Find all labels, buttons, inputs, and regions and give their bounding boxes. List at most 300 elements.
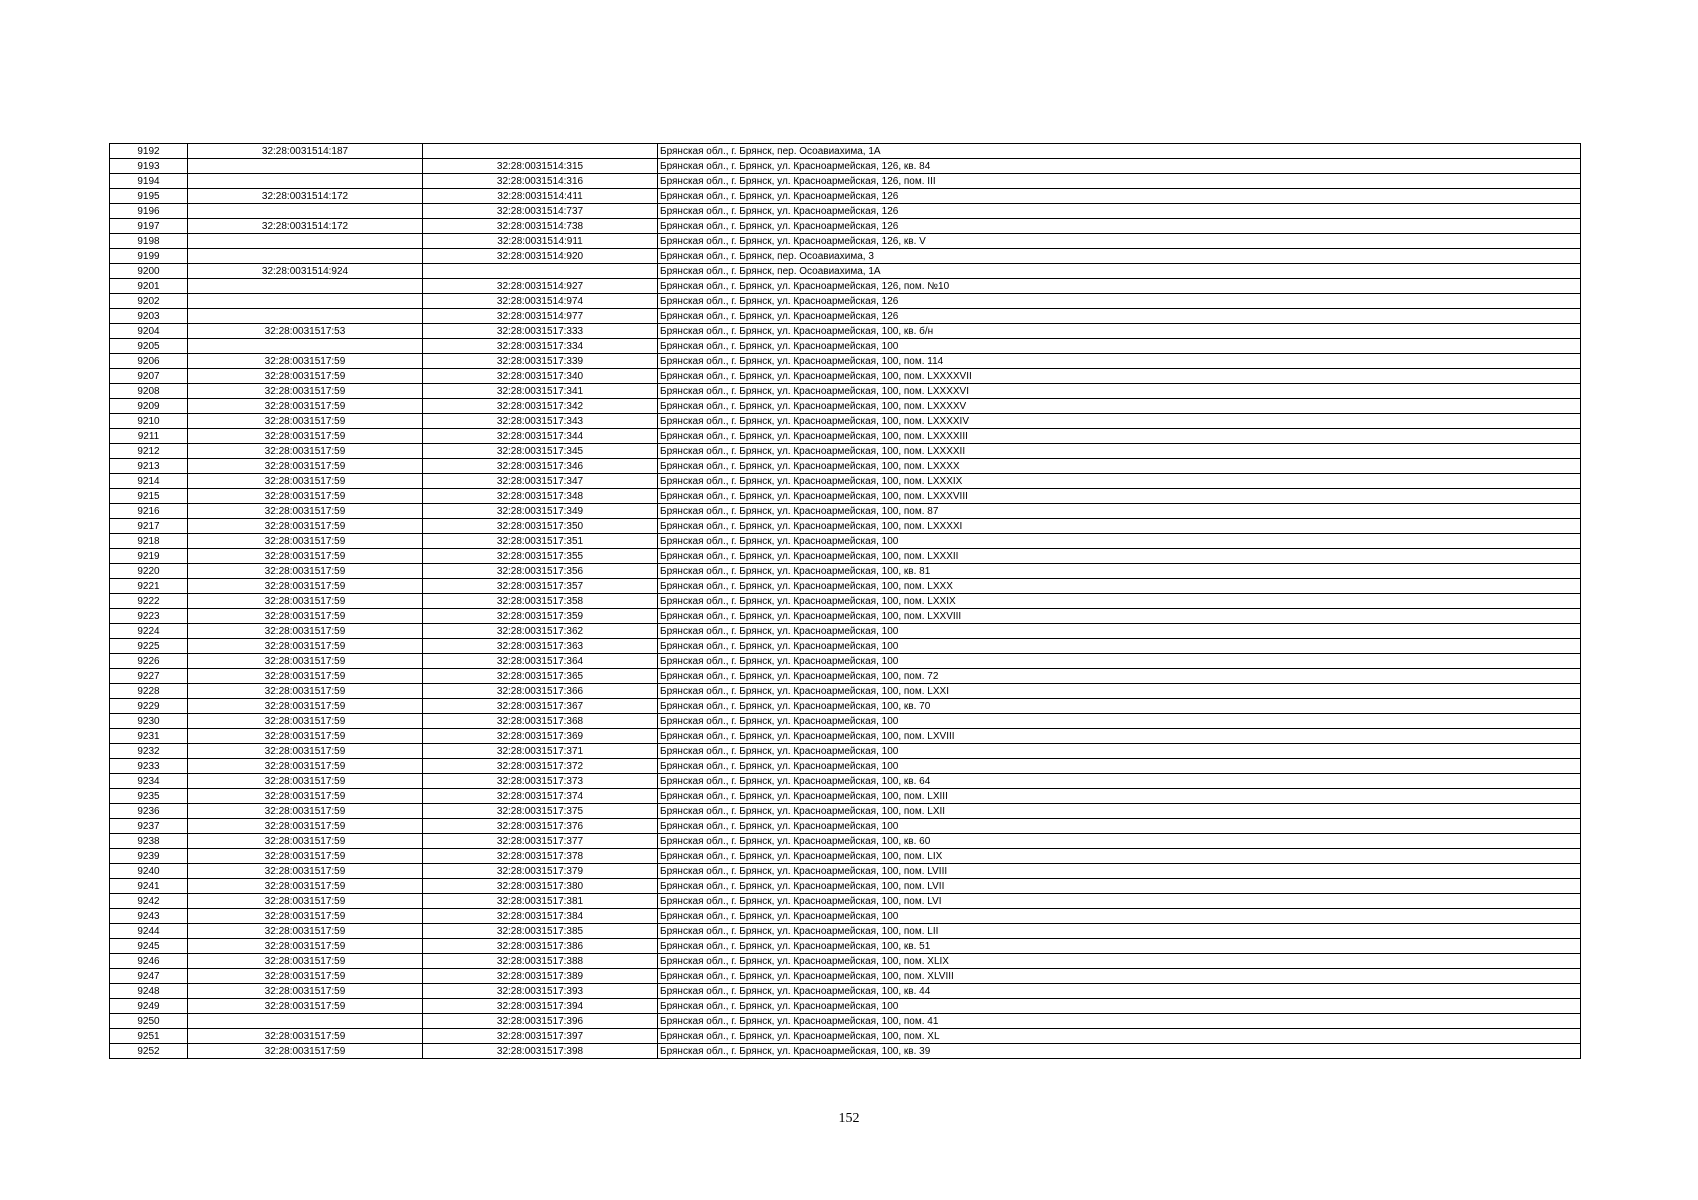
building-number-cell: 32:28:0031517:397 xyxy=(423,1029,658,1044)
row-number-cell: 9203 xyxy=(110,309,188,324)
building-number-cell: 32:28:0031517:349 xyxy=(423,504,658,519)
land-plot-number-cell xyxy=(188,204,423,219)
building-number-cell: 32:28:0031517:377 xyxy=(423,834,658,849)
land-plot-number-cell: 32:28:0031517:59 xyxy=(188,624,423,639)
table-row xyxy=(110,759,1581,774)
row-number-cell: 9200 xyxy=(110,264,188,279)
row-number-cell: 9202 xyxy=(110,294,188,309)
land-plot-number-cell: 32:28:0031517:59 xyxy=(188,534,423,549)
land-plot-number-cell: 32:28:0031517:59 xyxy=(188,894,423,909)
row-number-cell: 9218 xyxy=(110,534,188,549)
table-row xyxy=(110,339,1581,354)
land-plot-number-cell: 32:28:0031517:59 xyxy=(188,414,423,429)
land-plot-number-cell: 32:28:0031517:59 xyxy=(188,639,423,654)
land-plot-number-cell: 32:28:0031517:59 xyxy=(188,669,423,684)
table-row xyxy=(110,384,1581,399)
land-plot-number-cell: 32:28:0031517:59 xyxy=(188,474,423,489)
row-number-cell: 9243 xyxy=(110,909,188,924)
address-cell: Брянская обл., г. Брянск, ул. Красноармейская, 126, кв. V xyxy=(658,234,1581,249)
row-number-cell: 9238 xyxy=(110,834,188,849)
land-plot-number-cell: 32:28:0031517:59 xyxy=(188,789,423,804)
row-number-cell: 9217 xyxy=(110,519,188,534)
table-row xyxy=(110,399,1581,414)
row-number-cell: 9234 xyxy=(110,774,188,789)
land-plot-number-cell: 32:28:0031517:59 xyxy=(188,549,423,564)
building-number-cell: 32:28:0031517:389 xyxy=(423,969,658,984)
table-row xyxy=(110,219,1581,234)
row-number-cell: 9249 xyxy=(110,999,188,1014)
land-plot-number-cell: 32:28:0031517:59 xyxy=(188,849,423,864)
address-cell: Брянская обл., г. Брянск, ул. Красноармейская, 100, пом. LXXXX xyxy=(658,459,1581,474)
address-cell: Брянская обл., г. Брянск, ул. Красноармейская, 100, пом. LXXXXIV xyxy=(658,414,1581,429)
table-row xyxy=(110,564,1581,579)
row-number-cell: 9252 xyxy=(110,1044,188,1059)
address-cell: Брянская обл., г. Брянск, ул. Красноармейская, 100, кв. 81 xyxy=(658,564,1581,579)
address-cell: Брянская обл., г. Брянск, ул. Красноармейская, 100 xyxy=(658,759,1581,774)
building-number-cell: 32:28:0031517:385 xyxy=(423,924,658,939)
table-row xyxy=(110,369,1581,384)
land-plot-number-cell: 32:28:0031517:59 xyxy=(188,999,423,1014)
building-number-cell: 32:28:0031514:411 xyxy=(423,189,658,204)
row-number-cell: 9245 xyxy=(110,939,188,954)
building-number-cell: 32:28:0031517:366 xyxy=(423,684,658,699)
table-row xyxy=(110,249,1581,264)
row-number-cell: 9250 xyxy=(110,1014,188,1029)
address-cell: Брянская обл., г. Брянск, ул. Красноармейская, 100, кв. 51 xyxy=(658,939,1581,954)
land-plot-number-cell: 32:28:0031517:59 xyxy=(188,504,423,519)
building-number-cell: 32:28:0031517:363 xyxy=(423,639,658,654)
table-row xyxy=(110,144,1581,159)
row-number-cell: 9241 xyxy=(110,879,188,894)
row-number-cell: 9201 xyxy=(110,279,188,294)
land-plot-number-cell: 32:28:0031514:172 xyxy=(188,219,423,234)
table-row xyxy=(110,594,1581,609)
land-plot-number-cell: 32:28:0031517:59 xyxy=(188,939,423,954)
table-row xyxy=(110,459,1581,474)
table-row xyxy=(110,549,1581,564)
table-row xyxy=(110,894,1581,909)
row-number-cell: 9235 xyxy=(110,789,188,804)
address-cell: Брянская обл., г. Брянск, ул. Красноармейская, 100, кв. 70 xyxy=(658,699,1581,714)
row-number-cell: 9246 xyxy=(110,954,188,969)
building-number-cell: 32:28:0031517:374 xyxy=(423,789,658,804)
address-cell: Брянская обл., г. Брянск, ул. Красноармейская, 100, пом. 41 xyxy=(658,1014,1581,1029)
land-plot-number-cell: 32:28:0031517:59 xyxy=(188,384,423,399)
table-row xyxy=(110,864,1581,879)
land-plot-number-cell: 32:28:0031517:59 xyxy=(188,564,423,579)
row-number-cell: 9240 xyxy=(110,864,188,879)
land-plot-number-cell xyxy=(188,294,423,309)
table-row xyxy=(110,654,1581,669)
table-row xyxy=(110,1029,1581,1044)
building-number-cell: 32:28:0031517:388 xyxy=(423,954,658,969)
address-cell: Брянская обл., г. Брянск, ул. Красноармейская, 100, пом. LXXXXII xyxy=(658,444,1581,459)
address-cell: Брянская обл., г. Брянск, ул. Красноармейская, 126 xyxy=(658,294,1581,309)
address-cell: Брянская обл., г. Брянск, ул. Красноармейская, 100, пом. 114 xyxy=(658,354,1581,369)
row-number-cell: 9214 xyxy=(110,474,188,489)
table-row xyxy=(110,234,1581,249)
table-row xyxy=(110,504,1581,519)
address-cell: Брянская обл., г. Брянск, ул. Красноармейская, 100, пом. XL xyxy=(658,1029,1581,1044)
row-number-cell: 9233 xyxy=(110,759,188,774)
row-number-cell: 9208 xyxy=(110,384,188,399)
address-cell: Брянская обл., г. Брянск, ул. Красноармейская, 100, пом. LXXXIX xyxy=(658,474,1581,489)
address-cell: Брянская обл., г. Брянск, ул. Красноармейская, 126 xyxy=(658,204,1581,219)
table-row xyxy=(110,969,1581,984)
table-row xyxy=(110,684,1581,699)
row-number-cell: 9206 xyxy=(110,354,188,369)
building-number-cell: 32:28:0031517:365 xyxy=(423,669,658,684)
row-number-cell: 9244 xyxy=(110,924,188,939)
land-plot-number-cell: 32:28:0031517:59 xyxy=(188,879,423,894)
address-cell: Брянская обл., г. Брянск, ул. Красноармейская, 100, пом. LXII xyxy=(658,804,1581,819)
address-cell: Брянская обл., г. Брянск, ул. Красноармейская, 100, пом. XLVIII xyxy=(658,969,1581,984)
table-row xyxy=(110,789,1581,804)
table-row xyxy=(110,924,1581,939)
table-row xyxy=(110,414,1581,429)
land-plot-number-cell: 32:28:0031517:59 xyxy=(188,744,423,759)
address-cell: Брянская обл., г. Брянск, ул. Красноармейская, 100, пом. LXIII xyxy=(658,789,1581,804)
building-number-cell: 32:28:0031517:375 xyxy=(423,804,658,819)
address-cell: Брянская обл., г. Брянск, пер. Осоавиахима, 3 xyxy=(658,249,1581,264)
table-row xyxy=(110,879,1581,894)
land-plot-number-cell: 32:28:0031517:59 xyxy=(188,774,423,789)
land-plot-number-cell: 32:28:0031517:59 xyxy=(188,684,423,699)
row-number-cell: 9224 xyxy=(110,624,188,639)
table-row xyxy=(110,939,1581,954)
address-cell: Брянская обл., г. Брянск, ул. Красноармейская, 100, пом. LXXXXVII xyxy=(658,369,1581,384)
address-cell: Брянская обл., г. Брянск, ул. Красноармейская, 100, пом. LXXXXVI xyxy=(658,384,1581,399)
address-cell: Брянская обл., г. Брянск, ул. Красноармейская, 100 xyxy=(658,339,1581,354)
building-number-cell: 32:28:0031517:372 xyxy=(423,759,658,774)
address-cell: Брянская обл., г. Брянск, ул. Красноармейская, 100, пом. LXXXII xyxy=(658,549,1581,564)
building-number-cell: 32:28:0031517:347 xyxy=(423,474,658,489)
building-number-cell: 32:28:0031514:316 xyxy=(423,174,658,189)
table-row xyxy=(110,534,1581,549)
address-cell: Брянская обл., г. Брянск, ул. Красноармейская, 100, пом. LVI xyxy=(658,894,1581,909)
address-cell: Брянская обл., г. Брянск, ул. Красноармейская, 100, пом. 87 xyxy=(658,504,1581,519)
table-row xyxy=(110,999,1581,1014)
row-number-cell: 9226 xyxy=(110,654,188,669)
table-row xyxy=(110,729,1581,744)
table-row xyxy=(110,669,1581,684)
building-number-cell: 32:28:0031517:379 xyxy=(423,864,658,879)
row-number-cell: 9193 xyxy=(110,159,188,174)
address-cell: Брянская обл., г. Брянск, пер. Осоавиахима, 1А xyxy=(658,264,1581,279)
building-number-cell: 32:28:0031514:927 xyxy=(423,279,658,294)
building-number-cell: 32:28:0031517:378 xyxy=(423,849,658,864)
table-row xyxy=(110,1044,1581,1059)
land-plot-number-cell: 32:28:0031517:59 xyxy=(188,954,423,969)
building-number-cell xyxy=(423,264,658,279)
land-plot-number-cell: 32:28:0031517:59 xyxy=(188,804,423,819)
address-cell: Брянская обл., г. Брянск, ул. Красноармейская, 100 xyxy=(658,744,1581,759)
row-number-cell: 9195 xyxy=(110,189,188,204)
building-number-cell: 32:28:0031517:334 xyxy=(423,339,658,354)
building-number-cell: 32:28:0031514:911 xyxy=(423,234,658,249)
land-plot-number-cell: 32:28:0031517:59 xyxy=(188,759,423,774)
building-number-cell: 32:28:0031517:386 xyxy=(423,939,658,954)
row-number-cell: 9221 xyxy=(110,579,188,594)
building-number-cell: 32:28:0031514:315 xyxy=(423,159,658,174)
row-number-cell: 9223 xyxy=(110,609,188,624)
address-cell: Брянская обл., г. Брянск, ул. Красноармейская, 126, пом. III xyxy=(658,174,1581,189)
row-number-cell: 9192 xyxy=(110,144,188,159)
land-plot-number-cell: 32:28:0031517:59 xyxy=(188,579,423,594)
row-number-cell: 9232 xyxy=(110,744,188,759)
address-cell: Брянская обл., г. Брянск, ул. Красноармейская, 100, пом. LXXXXI xyxy=(658,519,1581,534)
table-row xyxy=(110,354,1581,369)
row-number-cell: 9196 xyxy=(110,204,188,219)
address-cell: Брянская обл., г. Брянск, ул. Красноармейская, 100 xyxy=(658,654,1581,669)
address-cell: Брянская обл., г. Брянск, ул. Красноармейская, 100, кв. 60 xyxy=(658,834,1581,849)
land-plot-number-cell: 32:28:0031517:59 xyxy=(188,699,423,714)
table-row xyxy=(110,189,1581,204)
land-plot-number-cell xyxy=(188,279,423,294)
row-number-cell: 9198 xyxy=(110,234,188,249)
address-cell: Брянская обл., г. Брянск, ул. Красноармейская, 100, кв. 64 xyxy=(658,774,1581,789)
table-row xyxy=(110,489,1581,504)
building-number-cell: 32:28:0031517:362 xyxy=(423,624,658,639)
address-cell: Брянская обл., г. Брянск, ул. Красноармейская, 100, кв. 39 xyxy=(658,1044,1581,1059)
building-number-cell: 32:28:0031517:358 xyxy=(423,594,658,609)
row-number-cell: 9219 xyxy=(110,549,188,564)
building-number-cell: 32:28:0031517:351 xyxy=(423,534,658,549)
land-plot-number-cell: 32:28:0031517:59 xyxy=(188,654,423,669)
building-number-cell: 32:28:0031517:343 xyxy=(423,414,658,429)
address-cell: Брянская обл., г. Брянск, ул. Красноармейская, 100, пом. LXXVIII xyxy=(658,609,1581,624)
land-plot-number-cell: 32:28:0031517:59 xyxy=(188,864,423,879)
table-row xyxy=(110,294,1581,309)
land-plot-number-cell: 32:28:0031517:59 xyxy=(188,819,423,834)
address-cell: Брянская обл., г. Брянск, ул. Красноармейская, 100, пом. LVIII xyxy=(658,864,1581,879)
land-plot-number-cell: 32:28:0031517:59 xyxy=(188,909,423,924)
table-row xyxy=(110,984,1581,999)
address-cell: Брянская обл., г. Брянск, ул. Красноармейская, 126, пом. №10 xyxy=(658,279,1581,294)
row-number-cell: 9222 xyxy=(110,594,188,609)
row-number-cell: 9194 xyxy=(110,174,188,189)
building-number-cell: 32:28:0031517:345 xyxy=(423,444,658,459)
land-plot-number-cell: 32:28:0031517:59 xyxy=(188,354,423,369)
table-row xyxy=(110,279,1581,294)
table-row xyxy=(110,699,1581,714)
land-plot-number-cell xyxy=(188,234,423,249)
table-row xyxy=(110,849,1581,864)
land-plot-number-cell: 32:28:0031517:59 xyxy=(188,429,423,444)
land-plot-number-cell xyxy=(188,159,423,174)
table-row xyxy=(110,444,1581,459)
table-row xyxy=(110,309,1581,324)
row-number-cell: 9229 xyxy=(110,699,188,714)
address-cell: Брянская обл., г. Брянск, пер. Осоавиахима, 1А xyxy=(658,144,1581,159)
row-number-cell: 9247 xyxy=(110,969,188,984)
land-plot-number-cell: 32:28:0031517:59 xyxy=(188,834,423,849)
row-number-cell: 9231 xyxy=(110,729,188,744)
building-number-cell: 32:28:0031517:398 xyxy=(423,1044,658,1059)
row-number-cell: 9242 xyxy=(110,894,188,909)
address-cell: Брянская обл., г. Брянск, ул. Красноармейская, 100, пом. LIX xyxy=(658,849,1581,864)
table-row xyxy=(110,624,1581,639)
land-plot-number-cell: 32:28:0031514:172 xyxy=(188,189,423,204)
table-row xyxy=(110,744,1581,759)
building-number-cell: 32:28:0031517:341 xyxy=(423,384,658,399)
row-number-cell: 9248 xyxy=(110,984,188,999)
building-number-cell: 32:28:0031517:348 xyxy=(423,489,658,504)
cadastral-table xyxy=(109,143,1581,1059)
row-number-cell: 9212 xyxy=(110,444,188,459)
table-row xyxy=(110,714,1581,729)
address-cell: Брянская обл., г. Брянск, ул. Красноармейская, 100 xyxy=(658,909,1581,924)
table-row xyxy=(110,519,1581,534)
land-plot-number-cell: 32:28:0031517:59 xyxy=(188,519,423,534)
address-cell: Брянская обл., г. Брянск, ул. Красноармейская, 100, пом. LXXI xyxy=(658,684,1581,699)
building-number-cell: 32:28:0031517:356 xyxy=(423,564,658,579)
land-plot-number-cell: 32:28:0031514:187 xyxy=(188,144,423,159)
building-number-cell: 32:28:0031517:384 xyxy=(423,909,658,924)
building-number-cell: 32:28:0031517:344 xyxy=(423,429,658,444)
building-number-cell: 32:28:0031517:371 xyxy=(423,744,658,759)
table-row xyxy=(110,954,1581,969)
table-row xyxy=(110,834,1581,849)
land-plot-number-cell: 32:28:0031517:59 xyxy=(188,444,423,459)
building-number-cell: 32:28:0031517:393 xyxy=(423,984,658,999)
land-plot-number-cell: 32:28:0031517:59 xyxy=(188,594,423,609)
land-plot-number-cell: 32:28:0031517:59 xyxy=(188,729,423,744)
table-row xyxy=(110,159,1581,174)
land-plot-number-cell: 32:28:0031517:59 xyxy=(188,399,423,414)
building-number-cell: 32:28:0031517:339 xyxy=(423,354,658,369)
row-number-cell: 9251 xyxy=(110,1029,188,1044)
land-plot-number-cell: 32:28:0031517:59 xyxy=(188,489,423,504)
address-cell: Брянская обл., г. Брянск, ул. Красноармейская, 100, пом. LXXXVIII xyxy=(658,489,1581,504)
address-cell: Брянская обл., г. Брянск, ул. Красноармейская, 100, пом. LXVIII xyxy=(658,729,1581,744)
address-cell: Брянская обл., г. Брянск, ул. Красноармейская, 100, пом. 72 xyxy=(658,669,1581,684)
row-number-cell: 9215 xyxy=(110,489,188,504)
land-plot-number-cell: 32:28:0031514:924 xyxy=(188,264,423,279)
building-number-cell xyxy=(423,144,658,159)
land-plot-number-cell: 32:28:0031517:59 xyxy=(188,924,423,939)
building-number-cell: 32:28:0031517:369 xyxy=(423,729,658,744)
land-plot-number-cell xyxy=(188,339,423,354)
row-number-cell: 9199 xyxy=(110,249,188,264)
address-cell: Брянская обл., г. Брянск, ул. Красноармейская, 100, пом. LVII xyxy=(658,879,1581,894)
address-cell: Брянская обл., г. Брянск, ул. Красноармейская, 100, пом. LXXX xyxy=(658,579,1581,594)
table-row xyxy=(110,264,1581,279)
land-plot-number-cell: 32:28:0031517:59 xyxy=(188,1029,423,1044)
row-number-cell: 9236 xyxy=(110,804,188,819)
table-row xyxy=(110,579,1581,594)
land-plot-number-cell xyxy=(188,249,423,264)
building-number-cell: 32:28:0031514:738 xyxy=(423,219,658,234)
land-plot-number-cell xyxy=(188,174,423,189)
building-number-cell: 32:28:0031517:342 xyxy=(423,399,658,414)
land-plot-number-cell xyxy=(188,1014,423,1029)
table-row xyxy=(110,204,1581,219)
building-number-cell: 32:28:0031514:974 xyxy=(423,294,658,309)
row-number-cell: 9228 xyxy=(110,684,188,699)
table-row xyxy=(110,474,1581,489)
building-number-cell: 32:28:0031517:364 xyxy=(423,654,658,669)
address-cell: Брянская обл., г. Брянск, ул. Красноармейская, 100, пом. LXXIX xyxy=(658,594,1581,609)
building-number-cell: 32:28:0031517:396 xyxy=(423,1014,658,1029)
building-number-cell: 32:28:0031514:920 xyxy=(423,249,658,264)
table-row xyxy=(110,909,1581,924)
building-number-cell: 32:28:0031517:355 xyxy=(423,549,658,564)
address-cell: Брянская обл., г. Брянск, ул. Красноармейская, 100, пом. LXXXXIII xyxy=(658,429,1581,444)
building-number-cell: 32:28:0031517:368 xyxy=(423,714,658,729)
land-plot-number-cell: 32:28:0031517:59 xyxy=(188,459,423,474)
address-cell: Брянская обл., г. Брянск, ул. Красноармейская, 100, пом. XLIX xyxy=(658,954,1581,969)
row-number-cell: 9197 xyxy=(110,219,188,234)
row-number-cell: 9237 xyxy=(110,819,188,834)
land-plot-number-cell: 32:28:0031517:59 xyxy=(188,714,423,729)
row-number-cell: 9209 xyxy=(110,399,188,414)
row-number-cell: 9216 xyxy=(110,504,188,519)
address-cell: Брянская обл., г. Брянск, ул. Красноармейская, 126, кв. 84 xyxy=(658,159,1581,174)
building-number-cell: 32:28:0031517:340 xyxy=(423,369,658,384)
address-cell: Брянская обл., г. Брянск, ул. Красноармейская, 100 xyxy=(658,624,1581,639)
row-number-cell: 9204 xyxy=(110,324,188,339)
building-number-cell: 32:28:0031517:394 xyxy=(423,999,658,1014)
land-plot-number-cell: 32:28:0031517:59 xyxy=(188,609,423,624)
table-row xyxy=(110,819,1581,834)
building-number-cell: 32:28:0031517:380 xyxy=(423,879,658,894)
table-row xyxy=(110,609,1581,624)
row-number-cell: 9213 xyxy=(110,459,188,474)
building-number-cell: 32:28:0031514:977 xyxy=(423,309,658,324)
table-row xyxy=(110,774,1581,789)
row-number-cell: 9230 xyxy=(110,714,188,729)
row-number-cell: 9211 xyxy=(110,429,188,444)
table-row xyxy=(110,324,1581,339)
row-number-cell: 9220 xyxy=(110,564,188,579)
table-row xyxy=(110,429,1581,444)
row-number-cell: 9205 xyxy=(110,339,188,354)
row-number-cell: 9227 xyxy=(110,669,188,684)
table-row xyxy=(110,1014,1581,1029)
address-cell: Брянская обл., г. Брянск, ул. Красноармейская, 100 xyxy=(658,819,1581,834)
address-cell: Брянская обл., г. Брянск, ул. Красноармейская, 100 xyxy=(658,534,1581,549)
address-cell: Брянская обл., г. Брянск, ул. Красноармейская, 100 xyxy=(658,714,1581,729)
address-cell: Брянская обл., г. Брянск, ул. Красноармейская, 100, пом. LXXXXV xyxy=(658,399,1581,414)
building-number-cell: 32:28:0031517:367 xyxy=(423,699,658,714)
row-number-cell: 9210 xyxy=(110,414,188,429)
table-row xyxy=(110,639,1581,654)
address-cell: Брянская обл., г. Брянск, ул. Красноармейская, 126 xyxy=(658,219,1581,234)
table-row xyxy=(110,804,1581,819)
address-cell: Брянская обл., г. Брянск, ул. Красноармейская, 100 xyxy=(658,639,1581,654)
table-row xyxy=(110,174,1581,189)
address-cell: Брянская обл., г. Брянск, ул. Красноармейская, 126 xyxy=(658,189,1581,204)
land-plot-number-cell: 32:28:0031517:59 xyxy=(188,369,423,384)
building-number-cell: 32:28:0031517:359 xyxy=(423,609,658,624)
building-number-cell: 32:28:0031517:333 xyxy=(423,324,658,339)
land-plot-number-cell: 32:28:0031517:59 xyxy=(188,1044,423,1059)
building-number-cell: 32:28:0031517:381 xyxy=(423,894,658,909)
address-cell: Брянская обл., г. Брянск, ул. Красноармейская, 100, кв. 44 xyxy=(658,984,1581,999)
building-number-cell: 32:28:0031514:737 xyxy=(423,204,658,219)
building-number-cell: 32:28:0031517:350 xyxy=(423,519,658,534)
building-number-cell: 32:28:0031517:346 xyxy=(423,459,658,474)
address-cell: Брянская обл., г. Брянск, ул. Красноармейская, 100, кв. б/н xyxy=(658,324,1581,339)
table-body xyxy=(110,144,1581,1059)
land-plot-number-cell: 32:28:0031517:59 xyxy=(188,984,423,999)
row-number-cell: 9239 xyxy=(110,849,188,864)
row-number-cell: 9225 xyxy=(110,639,188,654)
building-number-cell: 32:28:0031517:376 xyxy=(423,819,658,834)
address-cell: Брянская обл., г. Брянск, ул. Красноармейская, 100 xyxy=(658,999,1581,1014)
land-plot-number-cell xyxy=(188,309,423,324)
